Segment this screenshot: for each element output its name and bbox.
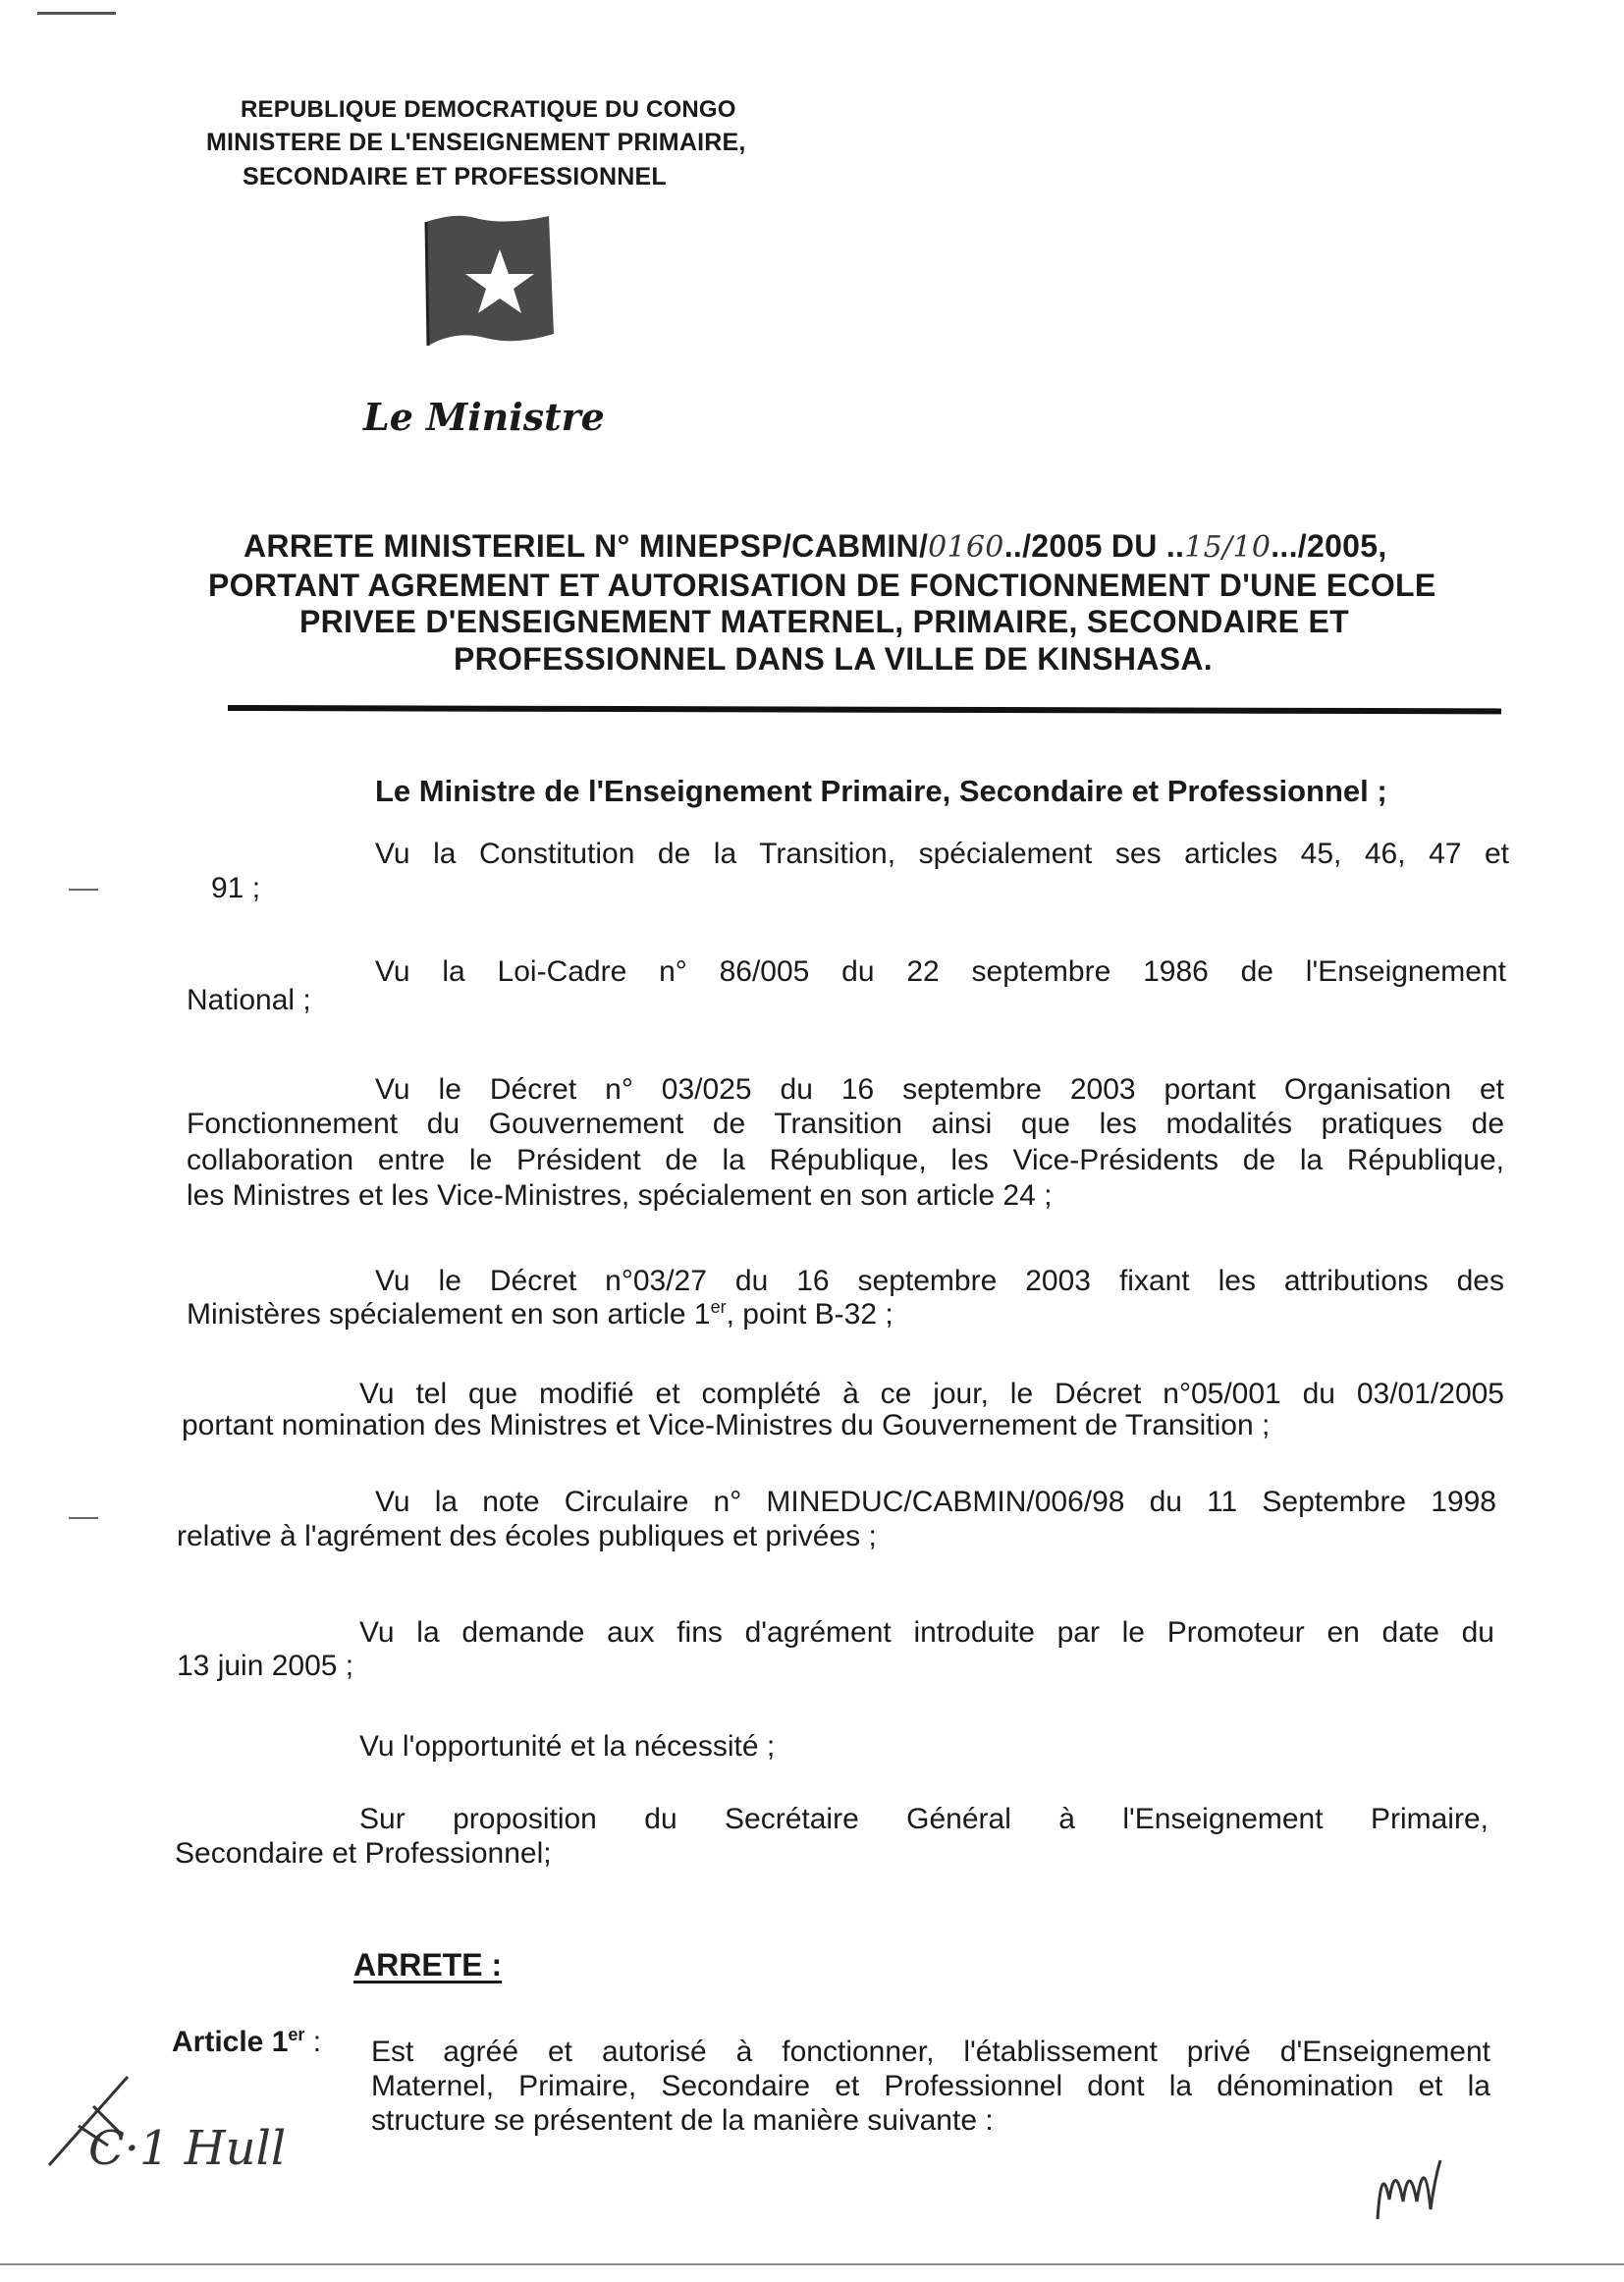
header-republic: REPUBLIQUE DEMOCRATIQUE DU CONGO: [241, 96, 736, 123]
article-label-text: Article 1: [172, 2026, 289, 2058]
vu-loi-cadre-l1: Vu la Loi-Cadre n° 86/005 du 22 septembre 1986 de l'Enseignement: [375, 955, 1506, 988]
article-1-l3: structure se présentent de la manière suivante :: [371, 2104, 994, 2137]
title-prefix: ARRETE MINISTERIEL N° MINEPSP/CABMIN/: [244, 528, 929, 564]
vu-circulaire-l2: relative à l'agrément des écoles publiques et privées ;: [177, 1520, 877, 1552]
vu-constitution-l2: 91 ;: [211, 872, 261, 904]
arrete-title-line2: PORTANT AGREMENT ET AUTORISATION DE FONCTIONNEMENT D'UNE ECOLE: [208, 568, 1436, 603]
header-ministry-cont: SECONDAIRE ET PROFESSIONNEL: [243, 163, 667, 190]
margin-tick: [69, 889, 98, 891]
vu-demande-l2: 13 juin 2005 ;: [177, 1650, 354, 1682]
article-1-l2: Maternel, Primaire, Secondaire et Professionnel dont la dénomination et la: [371, 2070, 1490, 2102]
superscript-er: er: [710, 1297, 727, 1317]
vu-opportunite: Vu l'opportunité et la nécessité ;: [359, 1730, 776, 1763]
vu-decret-03-025-l3: collaboration entre le Président de la République, les Vice-Présidents de la République,: [187, 1144, 1504, 1176]
title-mid: ../2005 DU ..: [1003, 528, 1185, 564]
article-1-l1: Est agréé et autorisé à fonctionner, l'établissement privé d'Enseignement: [371, 2036, 1490, 2068]
vu-decret-03-025-l2: Fonctionnement du Gouvernement de Transition ainsi que les modalités pratiques de: [187, 1108, 1504, 1140]
article-label-sup: er: [288, 2025, 305, 2044]
arrete-title-line4: PROFESSIONNEL DANS LA VILLE DE KINSHASA.: [454, 641, 1213, 677]
bottom-rule: [0, 2263, 1624, 2265]
signature-mark-icon: [1370, 2141, 1448, 2229]
vu-constitution-l1: Vu la Constitution de la Transition, spécialement ses articles 45, 46, 47 et: [375, 838, 1509, 870]
vu-decret-05-001-l2: portant nomination des Ministres et Vice-Ministres du Gouvernement de Transition ;: [182, 1409, 1271, 1441]
title-suffix: .../2005,: [1271, 528, 1387, 564]
sur-proposition-l2: Secondaire et Professionnel;: [175, 1837, 552, 1870]
arrete-title-line1: [244, 530, 1387, 563]
title-divider: [228, 705, 1501, 714]
minister-preamble: Le Ministre de l'Enseignement Primaire, Secondaire et Professionnel ;: [375, 774, 1387, 808]
vu-decret-05-001-l1: Vu tel que modifié et complété à ce jour, le Décret n°05/001 du 03/01/2005: [359, 1378, 1504, 1410]
header-ministry: MINISTERE DE L'ENSEIGNEMENT PRIMAIRE,: [206, 129, 746, 156]
minister-signature-title: Le Ministre: [363, 395, 605, 439]
vu-circulaire-l1: Vu la note Circulaire n° MINEDUC/CABMIN/006/98 du 11 Septembre 1998: [375, 1486, 1496, 1518]
arrete-title-line3: PRIVEE D'ENSEIGNEMENT MATERNEL, PRIMAIRE, SECONDAIRE ET: [299, 604, 1349, 639]
vu-decret-03-27-text: Ministères spécialement en son article 1: [187, 1298, 711, 1331]
article-label-colon: :: [304, 2026, 322, 2058]
arrete-heading: ARRETE :: [353, 1947, 503, 1983]
flag-star-emblem-icon: [416, 208, 564, 367]
sur-proposition-l1: Sur proposition du Secrétaire Général à l'Enseignement Primaire,: [359, 1803, 1489, 1835]
vu-decret-03-27-l1: Vu le Décret n°03/27 du 16 septembre 2003 fixant les attributions des: [375, 1265, 1504, 1297]
vu-decret-03-025-l1: Vu le Décret n° 03/025 du 16 septembre 2003 portant Organisation et: [375, 1073, 1504, 1106]
vu-decret-03-27-l2: [187, 1298, 893, 1330]
vu-loi-cadre-l2: National ;: [187, 984, 311, 1016]
handwritten-date: 15/10: [1184, 530, 1272, 565]
vu-decret-03-025-l4: les Ministres et les Vice-Ministres, spécialement en son article 24 ;: [187, 1179, 1053, 1212]
scan-mark: [37, 12, 116, 15]
article-1-label: [172, 2026, 321, 2057]
margin-tick: [69, 1517, 98, 1519]
vu-demande-l1: Vu la demande aux fins d'agrément introduite par le Promoteur en date du: [359, 1616, 1494, 1649]
vu-decret-03-27-point: , point B-32 ;: [726, 1298, 893, 1331]
margin-note: C·1 Hull: [88, 2121, 287, 2176]
handwritten-number: 0160: [928, 530, 1004, 565]
